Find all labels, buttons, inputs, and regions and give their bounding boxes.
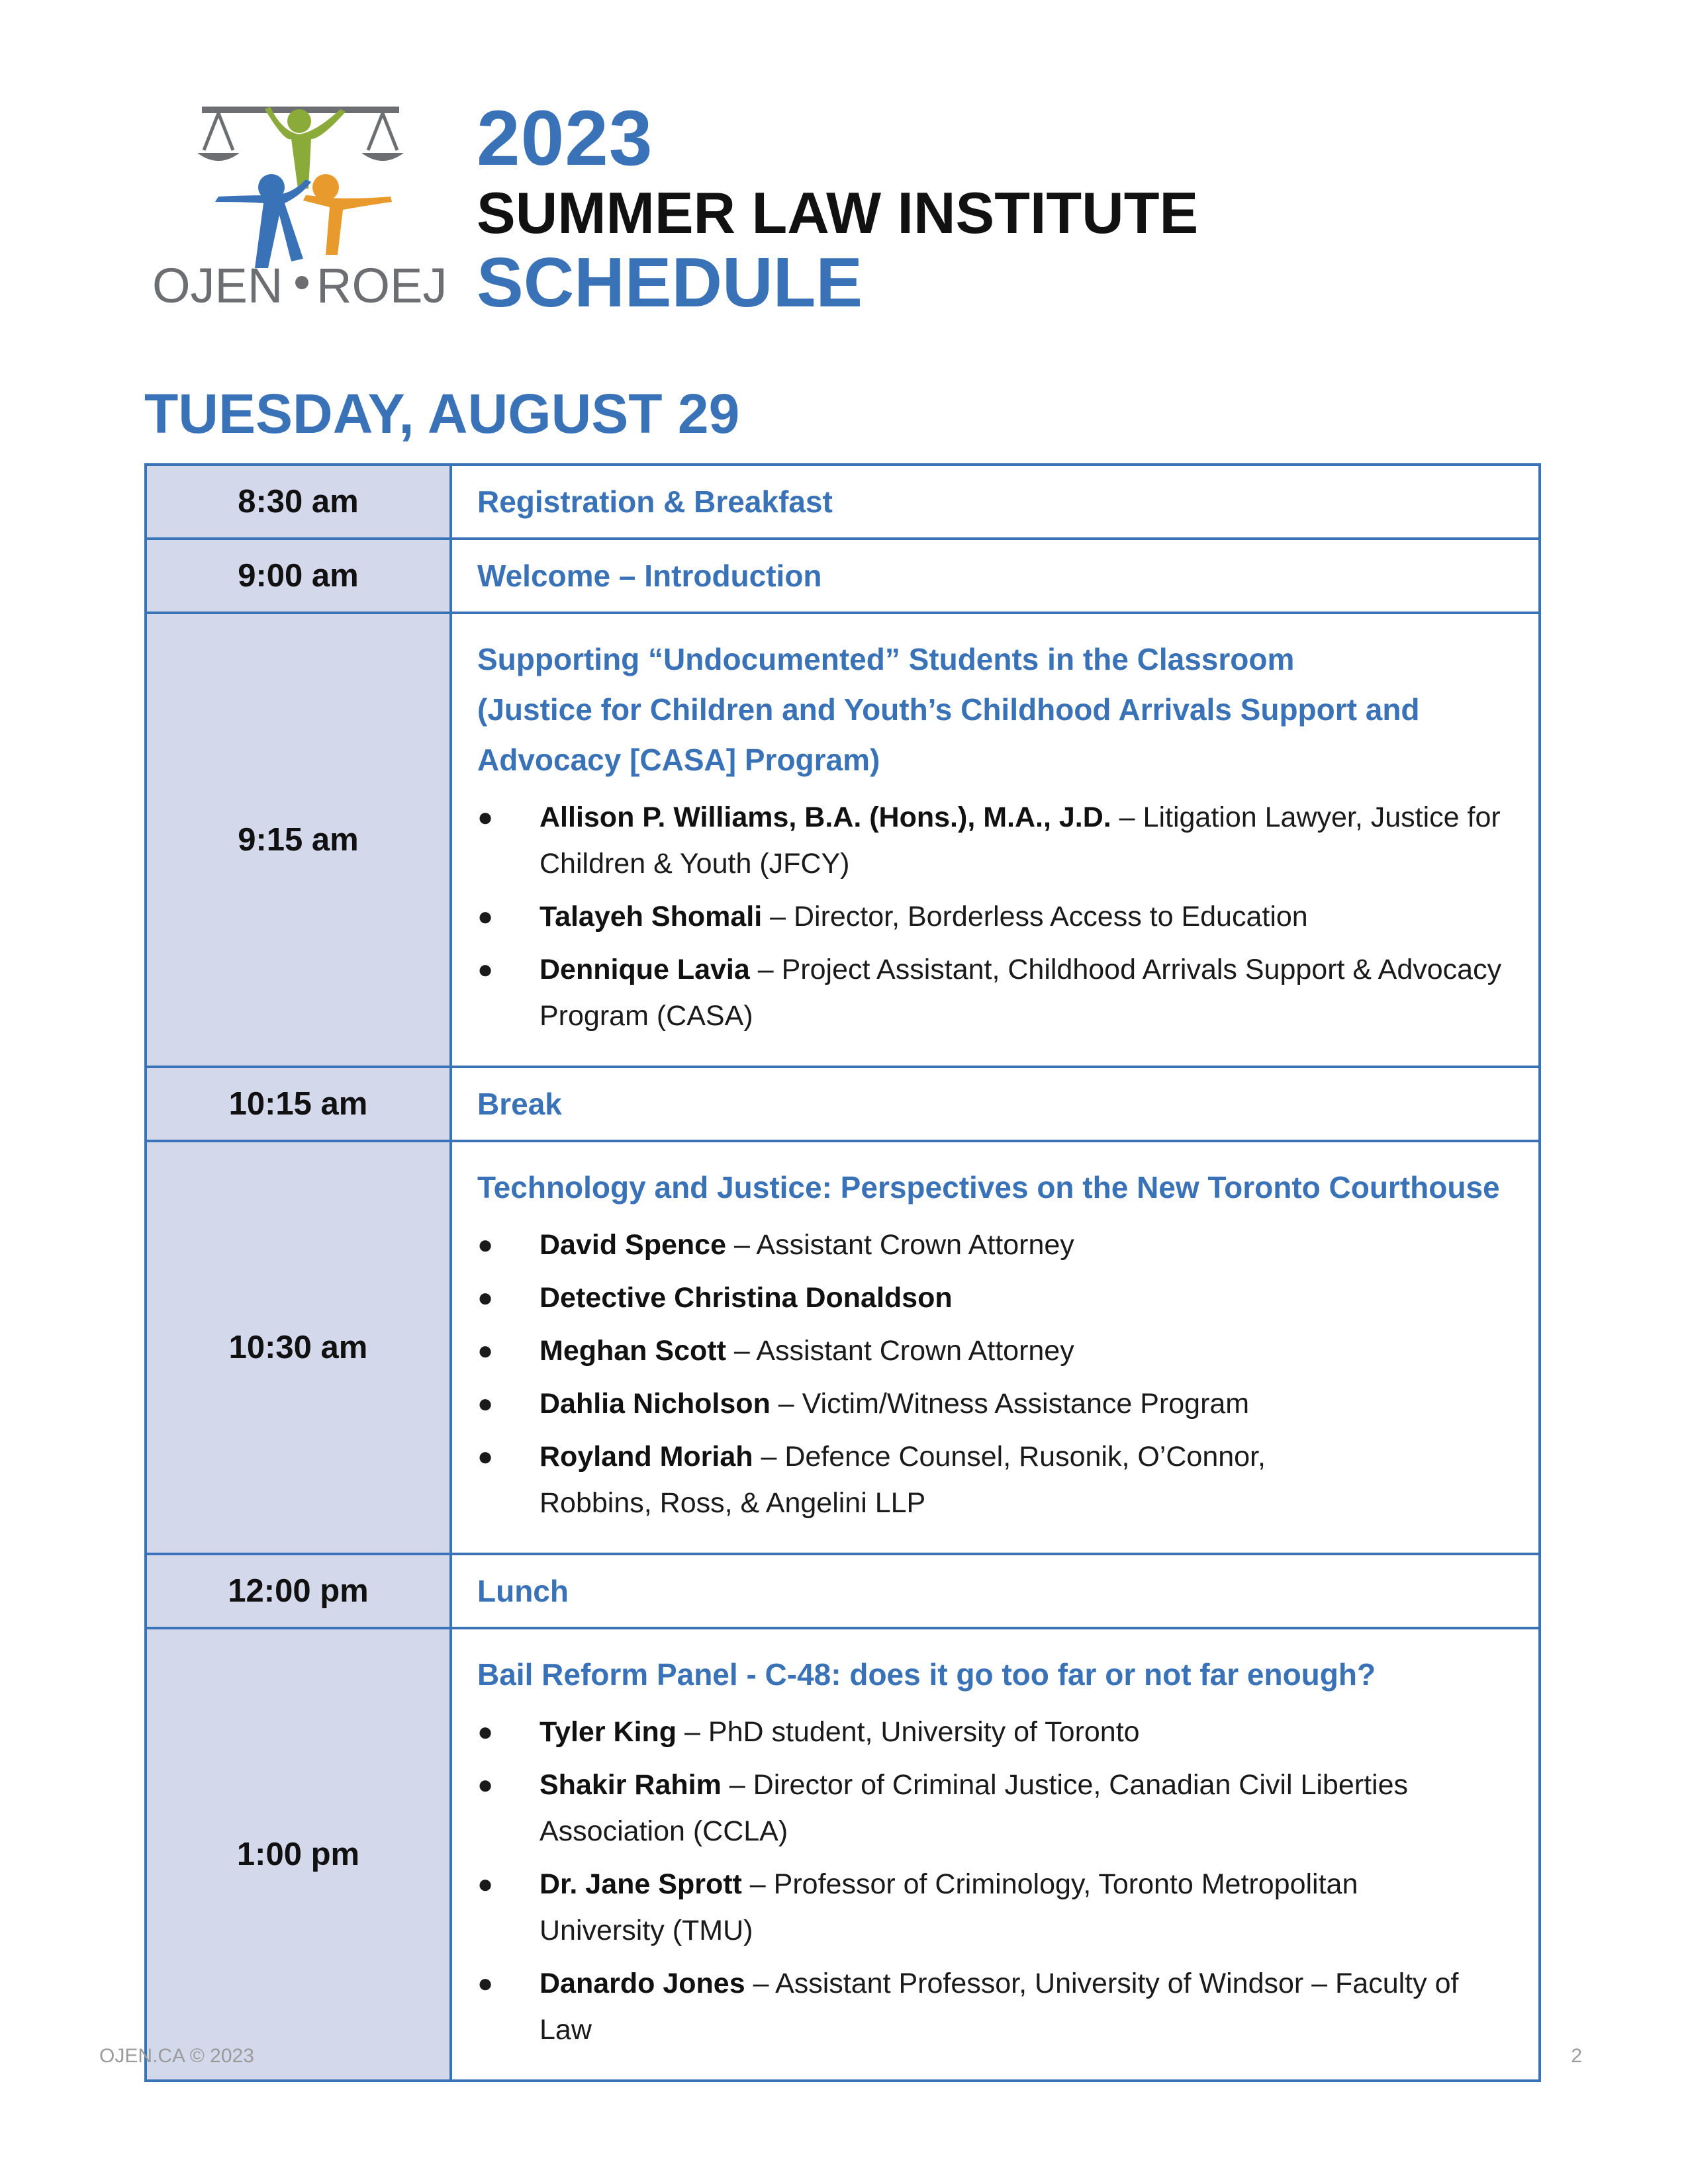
time-cell: 10:30 am xyxy=(146,1141,451,1554)
bullet-icon: ● xyxy=(477,1230,494,1259)
title-main: SUMMER LAW INSTITUTE xyxy=(477,180,1199,246)
bullet-icon: ● xyxy=(477,1283,494,1312)
speaker-list xyxy=(477,794,1515,1039)
speaker-name: Detective Christina Donaldson xyxy=(539,1282,953,1314)
footer-copyright: OJEN.CA © 2023 xyxy=(99,2045,254,2067)
time-cell: 10:15 am xyxy=(146,1067,451,1141)
event-cell xyxy=(451,539,1540,613)
speaker-name: Shakir Rahim xyxy=(539,1769,722,1801)
speaker-role: – Professor of Criminology, Toronto Metropolitan University (TMU) xyxy=(539,1868,1358,1946)
speaker-item xyxy=(477,1328,1515,1374)
event-cell xyxy=(451,1628,1540,2081)
speaker-list xyxy=(477,1222,1515,1526)
event-cell xyxy=(451,1141,1540,1554)
time-cell: 9:00 am xyxy=(146,539,451,613)
event-title: Break xyxy=(477,1087,562,1121)
logo-left-text: OJEN xyxy=(152,258,283,313)
logo-right-text: ROEJ xyxy=(316,258,447,313)
speaker-role: – Project Assistant, Childhood Arrivals Support & Advocacy Program (CASA) xyxy=(539,954,1502,1032)
schedule-row xyxy=(146,465,1540,539)
time-cell: 8:30 am xyxy=(146,465,451,539)
schedule-row xyxy=(146,1554,1540,1628)
speaker-role: – Assistant Professor, University of Windsor – Faculty of Law xyxy=(539,1968,1459,2046)
speaker-role: – Assistant Crown Attorney xyxy=(726,1335,1074,1367)
speaker-role: – Victim/Witness Assistance Program xyxy=(770,1388,1250,1420)
bullet-icon: ● xyxy=(477,803,494,832)
schedule-row xyxy=(146,539,1540,613)
ojen-logo xyxy=(152,103,463,314)
bullet-icon: ● xyxy=(477,902,494,931)
speaker-item xyxy=(477,794,1515,887)
speaker-item xyxy=(477,1381,1515,1427)
speaker-name: Danardo Jones xyxy=(539,1968,745,1999)
speaker-item xyxy=(477,1762,1515,1854)
bullet-icon: ● xyxy=(477,1870,494,1899)
speaker-role: – Defence Counsel, Rusonik, O’Connor, Robbins, Ross, & Angelini LLP xyxy=(539,1441,1266,1519)
title-block xyxy=(477,95,1199,322)
bullet-icon: ● xyxy=(477,1389,494,1418)
speaker-item xyxy=(477,1222,1515,1268)
speaker-item xyxy=(477,1960,1515,2053)
speaker-role: – Director of Criminal Justice, Canadian Civil Liberties Association (CCLA) xyxy=(539,1769,1408,1847)
speaker-role: – Litigation Lawyer, Justice for Children & Youth (JFCY) xyxy=(539,801,1501,880)
day-heading: TUESDAY, AUGUST 29 xyxy=(144,383,740,445)
speaker-role: – PhD student, University of Toronto xyxy=(677,1716,1140,1748)
speaker-name: Dennique Lavia xyxy=(539,954,750,985)
speaker-name: Meghan Scott xyxy=(539,1335,726,1367)
event-title: Welcome – Introduction xyxy=(477,559,822,593)
schedule-row xyxy=(146,613,1540,1067)
speaker-name: Tyler King xyxy=(539,1716,677,1748)
speaker-name: Dahlia Nicholson xyxy=(539,1388,771,1420)
event-title: Bail Reform Panel - C-48: does it go too far or not far enough? xyxy=(477,1657,1376,1692)
page-number: 2 xyxy=(1571,2045,1582,2067)
schedule-table xyxy=(144,463,1541,2082)
event-title: Lunch xyxy=(477,1574,569,1608)
speaker-credentials: , B.A. (Hons.), M.A., J.D. xyxy=(788,801,1111,833)
speaker-item xyxy=(477,1709,1515,1755)
speaker-name: Talayeh Shomali xyxy=(539,901,763,933)
bullet-icon: ● xyxy=(477,1336,494,1365)
event-title: Advocacy [CASA] Program) xyxy=(477,743,880,777)
event-cell xyxy=(451,613,1540,1067)
event-cell xyxy=(451,465,1540,539)
bullet-icon: ● xyxy=(477,955,494,984)
time-cell: 1:00 pm xyxy=(146,1628,451,2081)
speaker-name: Royland Moriah xyxy=(539,1441,753,1473)
event-title: Technology and Justice: Perspectives on the New Toronto Courthouse xyxy=(477,1170,1500,1205)
event-title: Registration & Breakfast xyxy=(477,484,833,519)
event-title: Supporting “Undocumented” Students in the Classroom xyxy=(477,642,1295,676)
speaker-item xyxy=(477,1433,1515,1526)
speaker-role: – Assistant Crown Attorney xyxy=(726,1229,1074,1261)
title-year: 2023 xyxy=(477,95,653,182)
schedule-row xyxy=(146,1067,1540,1141)
time-cell: 9:15 am xyxy=(146,613,451,1067)
schedule-row xyxy=(146,1628,1540,2081)
speaker-item xyxy=(477,946,1515,1039)
event-title: (Justice for Children and Youth’s Childhood Arrivals Support and xyxy=(477,692,1420,727)
time-cell: 12:00 pm xyxy=(146,1554,451,1628)
title-subtitle: SCHEDULE xyxy=(477,244,863,322)
schedule-row xyxy=(146,1141,1540,1554)
speaker-item xyxy=(477,1275,1515,1321)
speaker-role: – Director, Borderless Access to Education xyxy=(762,901,1308,933)
speaker-name: David Spence xyxy=(539,1229,726,1261)
speaker-list xyxy=(477,1709,1515,2053)
logo-figures-icon xyxy=(152,103,463,314)
event-cell xyxy=(451,1067,1540,1141)
speaker-name: Dr. Jane Sprott xyxy=(539,1868,742,1900)
speaker-item xyxy=(477,893,1515,940)
speaker-item xyxy=(477,1861,1515,1954)
bullet-icon: ● xyxy=(477,1717,494,1747)
event-cell xyxy=(451,1554,1540,1628)
bullet-icon: ● xyxy=(477,1770,494,1799)
bullet-icon: ● xyxy=(477,1442,494,1471)
bullet-icon: ● xyxy=(477,1969,494,1998)
speaker-name: Allison P. Williams xyxy=(539,801,789,833)
